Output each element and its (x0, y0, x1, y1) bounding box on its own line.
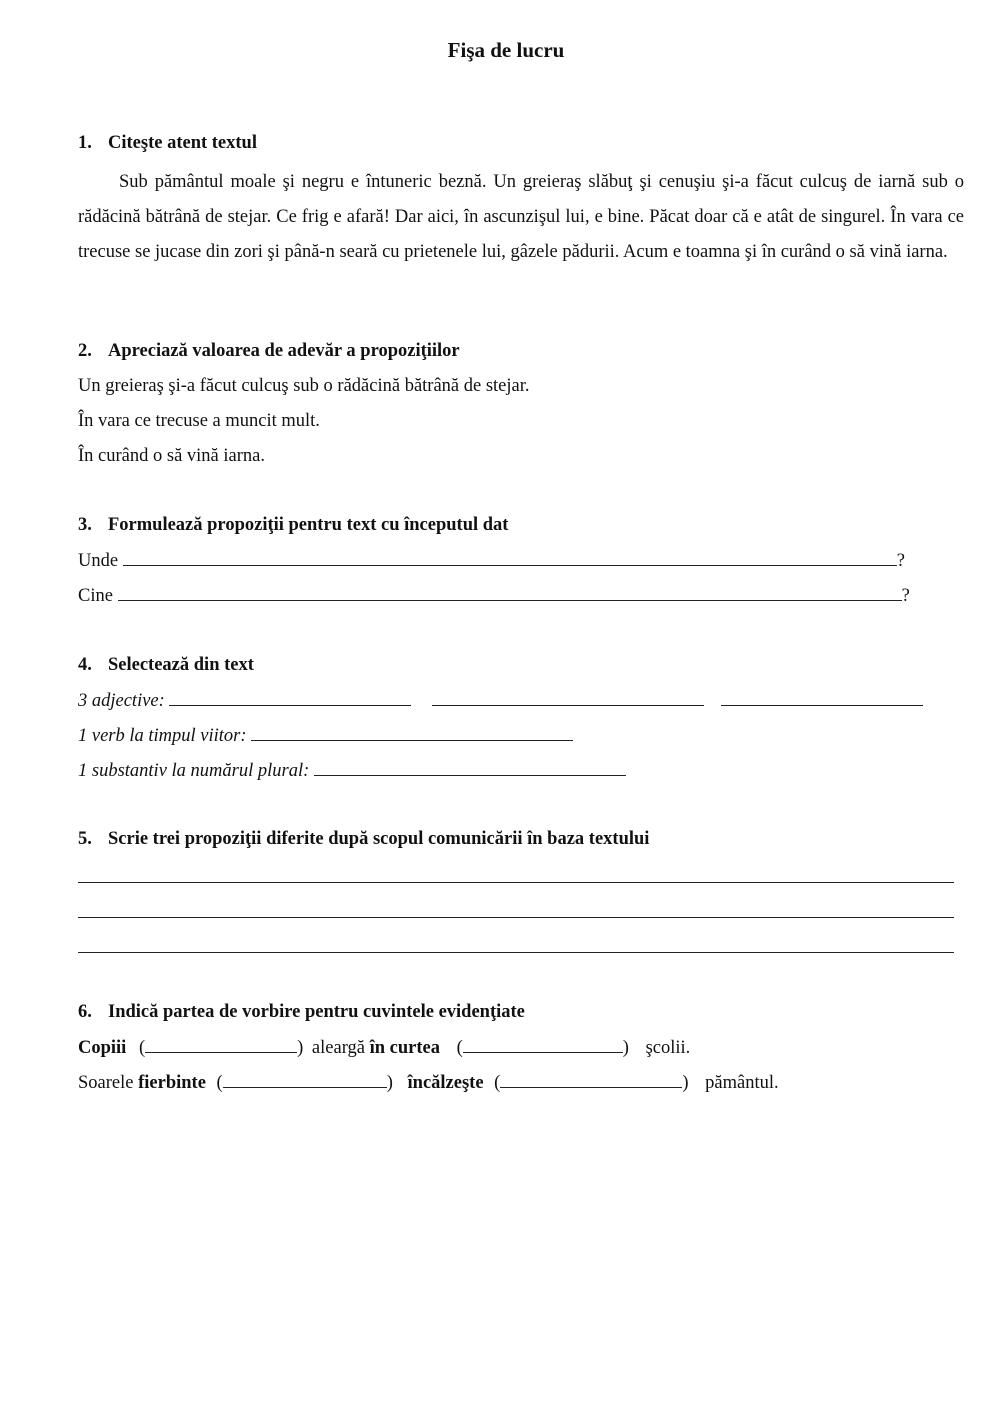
word-pamantul: pământul. (705, 1073, 779, 1093)
verb-blank[interactable] (251, 724, 573, 741)
verb-row (78, 724, 573, 747)
open-paren: ( (494, 1073, 501, 1093)
section-5-number: 5. (78, 829, 92, 849)
open-paren: ( (456, 1038, 463, 1058)
open-paren: ( (138, 1038, 146, 1058)
section-3-number: 3. (78, 515, 92, 535)
prompt-unde-word: Unde (78, 551, 119, 571)
pos-blank-incalzeste[interactable] (500, 1071, 682, 1088)
section-4-title: Selectează din text (108, 655, 254, 675)
section-4-number: 4. (78, 655, 92, 675)
prompt-unde-end: ? (896, 551, 905, 571)
word-in-curtea: în curtea (369, 1038, 440, 1058)
word-copiii: Copiii (78, 1038, 127, 1058)
prompt-cine (78, 584, 910, 607)
section-6-heading (78, 1001, 525, 1023)
section-2-heading (78, 340, 460, 362)
answer-line-unde[interactable] (123, 549, 897, 566)
open-paren: ( (216, 1073, 223, 1093)
close-paren: ) (682, 1073, 689, 1093)
section-5-title: Scrie trei propoziţii diferite după scopul comunicării în baza textului (108, 829, 650, 849)
section-1-heading (78, 132, 257, 154)
adjective-blank-2[interactable] (432, 689, 704, 706)
statement-2: În vara ce trecuse a muncit mult. (78, 411, 320, 431)
page-title: Fişa de lucru (447, 38, 565, 62)
adjectives-label: 3 adjective: (78, 691, 165, 711)
section-1-number: 1. (78, 133, 92, 153)
adjectives-row (78, 689, 923, 712)
reading-text: Sub pământul moale şi negru e întuneric beznă. Un greieraş slăbuţ şi cenuşiu şi-a făcut culcuş de iarnă sub o rădăcină bătrână de stejar. Ce frig e afară! Dar aici, în ascunzişul lui, e bine. Păcat doar că e atât de singurel. În vara ce trecuse se jucase din zori şi până-n seară cu prietenele lui, gâzele pădurii. Acum e toamna şi în curând o să vină iarna. (78, 172, 964, 262)
prompt-unde (78, 549, 905, 572)
close-paren: ) (622, 1038, 629, 1058)
sentence-line-3[interactable] (78, 952, 954, 953)
section-3-title: Formulează propoziţii pentru text cu începutul dat (108, 515, 509, 535)
pos-blank-in-curtea[interactable] (463, 1036, 623, 1053)
answer-line-cine[interactable] (118, 584, 902, 601)
section-2-title: Apreciază valoarea de adevăr a propoziţiilor (108, 341, 460, 361)
noun-label: 1 substantiv la numărul plural: (78, 761, 310, 781)
prompt-cine-end: ? (901, 586, 910, 606)
close-paren: ) (297, 1038, 304, 1058)
close-paren: ) (386, 1073, 393, 1093)
word-soarele: Soarele (78, 1073, 134, 1093)
section-3-heading (78, 514, 508, 536)
adjective-blank-1[interactable] (169, 689, 411, 706)
word-incalzeste: încălzeşte (407, 1073, 484, 1093)
section-1-title: Citeşte atent textul (108, 133, 257, 153)
noun-row (78, 759, 626, 782)
pos-blank-fierbinte[interactable] (223, 1071, 387, 1088)
section-6-title: Indică partea de vorbire pentru cuvintele evidenţiate (108, 1002, 525, 1022)
word-alearga: aleargă (311, 1038, 365, 1058)
noun-blank[interactable] (314, 759, 626, 776)
pos-blank-copiii[interactable] (145, 1036, 297, 1053)
statement-1: Un greieraş şi-a făcut culcuş sub o rădăcină bătrână de stejar. (78, 376, 530, 396)
adjective-blank-3[interactable] (721, 689, 923, 706)
word-scolii: şcolii. (645, 1038, 691, 1058)
word-fierbinte: fierbinte (138, 1073, 206, 1093)
part-of-speech-line-2 (78, 1071, 779, 1094)
statement-3: În curând o să vină iarna. (78, 446, 265, 466)
section-4-heading (78, 654, 254, 676)
section-5-heading (78, 828, 649, 850)
sentence-line-1[interactable] (78, 882, 954, 883)
sentence-line-2[interactable] (78, 917, 954, 918)
section-6-number: 6. (78, 1002, 92, 1022)
section-2-number: 2. (78, 341, 92, 361)
prompt-cine-word: Cine (78, 586, 113, 606)
part-of-speech-line-1 (78, 1036, 690, 1059)
verb-label: 1 verb la timpul viitor: (78, 726, 247, 746)
